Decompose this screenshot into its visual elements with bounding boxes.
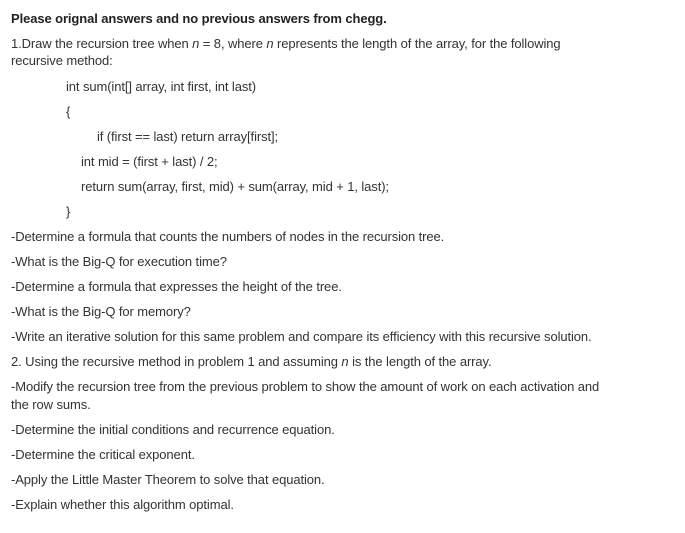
task-node-count: -Determine a formula that counts the numbers of nodes in the recursion tree. bbox=[11, 229, 445, 244]
task-modify-tree-line1: -Modify the recursion tree from the previous problem to show the amount of work on each activation and bbox=[11, 379, 600, 394]
q2-text-b: is the length of the array. bbox=[348, 354, 492, 369]
task-tree-height: -Determine a formula that expresses the height of the tree. bbox=[11, 279, 342, 294]
task-optimality: -Explain whether this algorithm optimal. bbox=[11, 497, 234, 512]
header-note: Please orignal answers and no previous answers from chegg. bbox=[11, 11, 387, 26]
task-critical-exponent: -Determine the critical exponent. bbox=[11, 447, 195, 462]
code-if-line: if (first == last) return array[first]; bbox=[97, 129, 279, 144]
q1-intro-text-a: 1.Draw the recursion tree when bbox=[11, 36, 193, 51]
task-bigq-memory: -What is the Big-Q for memory? bbox=[11, 304, 191, 319]
q2-var-n: n bbox=[341, 354, 349, 369]
code-open-brace: { bbox=[66, 104, 71, 119]
q1-intro-line1 bbox=[11, 35, 561, 52]
q2-text-a: 2. Using the recursive method in problem 1 and assuming bbox=[11, 354, 342, 369]
q1-var-n-2: n bbox=[266, 36, 274, 51]
q1-intro-text-c: represents the length of the array, for the following bbox=[273, 36, 561, 51]
q2-intro bbox=[11, 353, 492, 370]
q1-intro-line2: recursive method: bbox=[11, 53, 113, 68]
task-initial-conditions: -Determine the initial conditions and recurrence equation. bbox=[11, 422, 335, 437]
code-signature: int sum(int[] array, int first, int last) bbox=[66, 79, 256, 94]
q1-intro-text-b: = 8, where bbox=[199, 36, 267, 51]
task-bigq-time: -What is the Big-Q for execution time? bbox=[11, 254, 227, 269]
q1-var-n: n bbox=[192, 36, 200, 51]
code-return-line: return sum(array, first, mid) + sum(array, mid + 1, last); bbox=[81, 179, 389, 194]
code-close-brace: } bbox=[66, 204, 71, 219]
task-modify-tree-line2: the row sums. bbox=[11, 397, 91, 412]
code-mid-line: int mid = (first + last) / 2; bbox=[81, 154, 218, 169]
task-iterative-solution: -Write an iterative solution for this same problem and compare its efficiency with this recursive solution. bbox=[11, 329, 592, 344]
task-master-theorem: -Apply the Little Master Theorem to solve that equation. bbox=[11, 472, 325, 487]
